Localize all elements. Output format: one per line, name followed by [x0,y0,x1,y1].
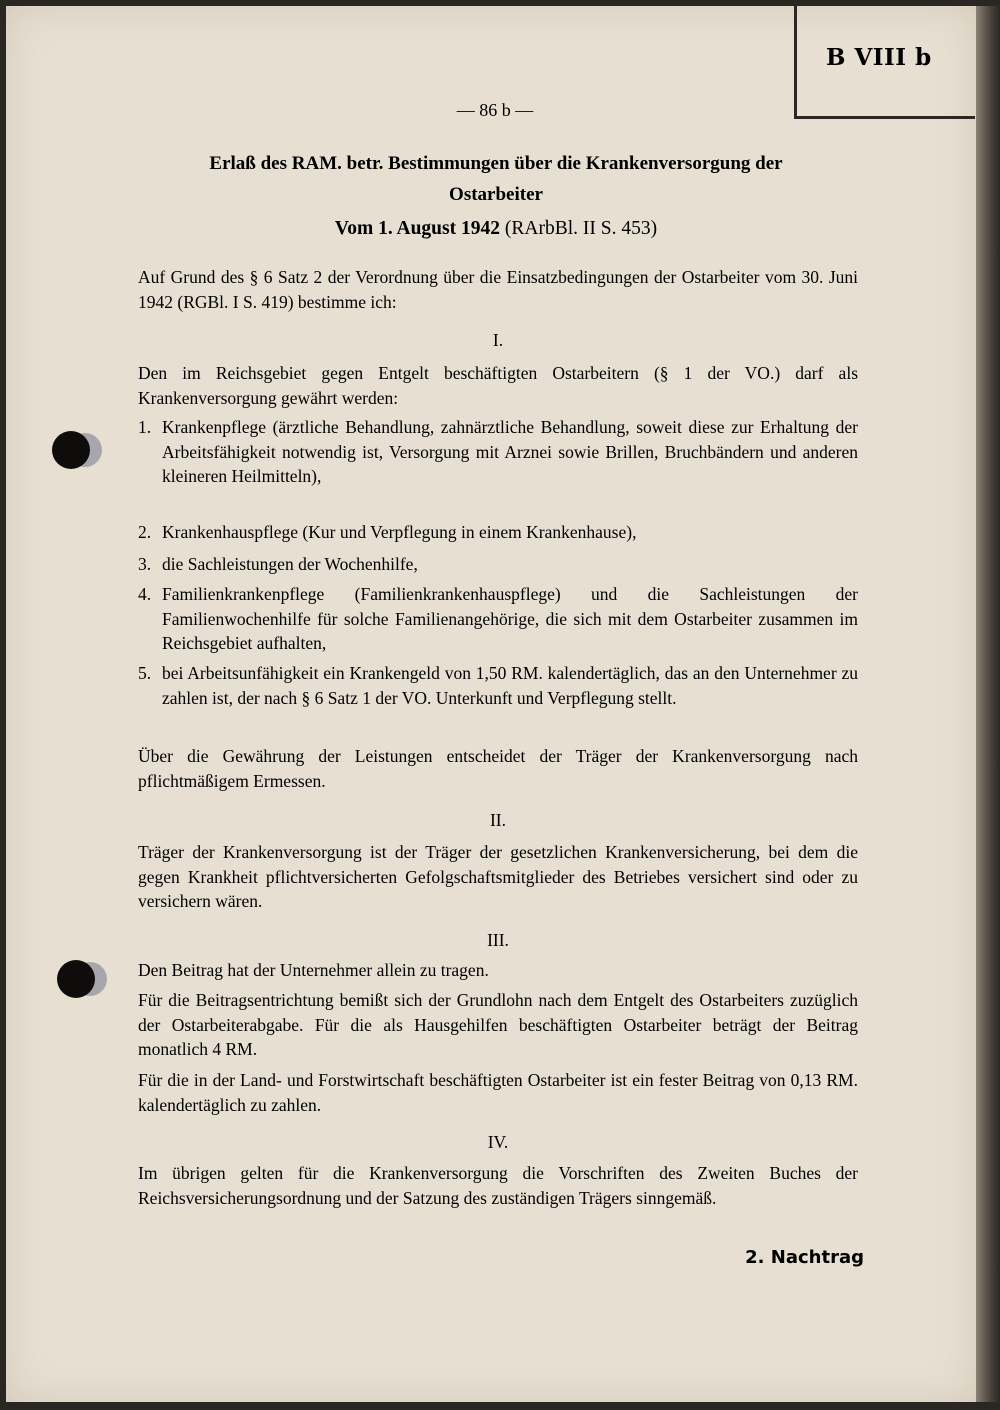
list-item-text: Familienkrankenpflege (Familienkrankenhauspflege) und die Sachleistungen der Familienwochenhilfe für solche Familienangehörige, die sich mit dem Ostarbeiter zusammen im Reichsgebiet aufhalten, [162,584,858,653]
section-4-heading: IV. [487,1132,509,1152]
section-code: B VIII b [826,44,932,71]
punch-hole [52,431,90,469]
list-item-text: Krankenpflege (ärztliche Behandlung, zahnärztliche Behandlung, soweit diese zur Erhaltung der Arbeitsfähigkeit notwendig ist, Versorgung mit Arznei sowie Brillen, Bruchbändern und anderen kleineren Heilmitteln), [162,417,858,486]
document-title [136,148,856,210]
list-item-text: die Sachleistungen der Wochenhilfe, [162,554,418,574]
preamble: Auf Grund des § 6 Satz 2 der Verordnung über die Einsatzbedingungen der Ostarbeiter vom 30. Juni 1942 (RGBl. I S. 419) bestimme ich: [138,267,858,312]
title-line-2: Ostarbeiter [449,184,543,205]
list-item-number: 2. [138,522,152,542]
section-1-intro: Den im Reichsgebiet gegen Entgelt beschäftigten Ostarbeitern (§ 1 der VO.) darf als Krankenversorgung gewährt werden: [138,363,858,408]
list-item-number: 3. [138,554,152,574]
page-number: — 86 b — [456,100,534,120]
section-3-paragraph-3: Für die in der Land- und Forstwirtschaft beschäftigten Ostarbeiter ist ein fester Beitrag von 0,13 RM. kalendertäglich zu zahlen. [138,1070,858,1115]
list-item [138,582,858,656]
section-2-heading: II. [489,810,507,830]
section-3-paragraph-2: Für die Beitragsentrichtung bemißt sich der Grundlohn nach dem Entgelt des Ostarbeiters zuzüglich der Ostarbeiterabgabe. Für die als Hausgehilfen beschäftigten Ostarbeiter beträgt der Beitrag monatlich 4 RM. [138,990,858,1059]
supplement-label: 2. Nachtrag [745,1247,864,1268]
list-item [138,552,858,577]
list-item [138,415,858,489]
list-item-text: Krankenhauspflege (Kur und Verpflegung in einem Krankenhause), [162,522,637,542]
decree-date-text: Vom 1. August 1942 [334,218,500,239]
list-item-number: 4. [138,584,152,604]
section-3-heading: III. [487,930,509,950]
list-item [138,520,858,545]
list-item-number: 1. [138,417,152,437]
section-1-closing: Über die Gewährung der Leistungen entscheidet der Träger der Krankenversorgung nach pflichtmäßigem Ermessen. [138,746,858,791]
page-edge-shadow [976,6,1000,1402]
list-item-text: bei Arbeitsunfähigkeit ein Krankengeld von 1,50 RM. kalendertäglich, das an den Unternehmer zu zahlen ist, der nach § 6 Satz 1 der VO. Unterkunft und Verpflegung stellt. [162,663,858,708]
title-line-1: Erlaß des RAM. betr. Bestimmungen über die Krankenversorgung der [209,153,783,174]
decree-date [136,218,856,240]
section-2-text: Träger der Krankenversorgung ist der Träger der gesetzlichen Krankenversicherung, bei dem die gegen Krankheit pflichtversicherten Gefolgschaftsmitglieder des Betriebes versichert sind oder zu versichern wären. [138,842,858,911]
list-item [138,661,858,710]
section-4-text: Im übrigen gelten für die Krankenversorgung die Vorschriften des Zweiten Buches der Reichsversicherungsordnung und der Satzung des zuständigen Trägers sinngemäß. [138,1163,858,1208]
section-1-heading: I. [492,330,504,350]
list-item-number: 5. [138,663,152,683]
section-3-paragraph-1: Den Beitrag hat der Unternehmer allein zu tragen. [138,960,489,980]
decree-source: (RArbBl. II S. 453) [504,218,658,239]
punch-hole [57,960,95,998]
